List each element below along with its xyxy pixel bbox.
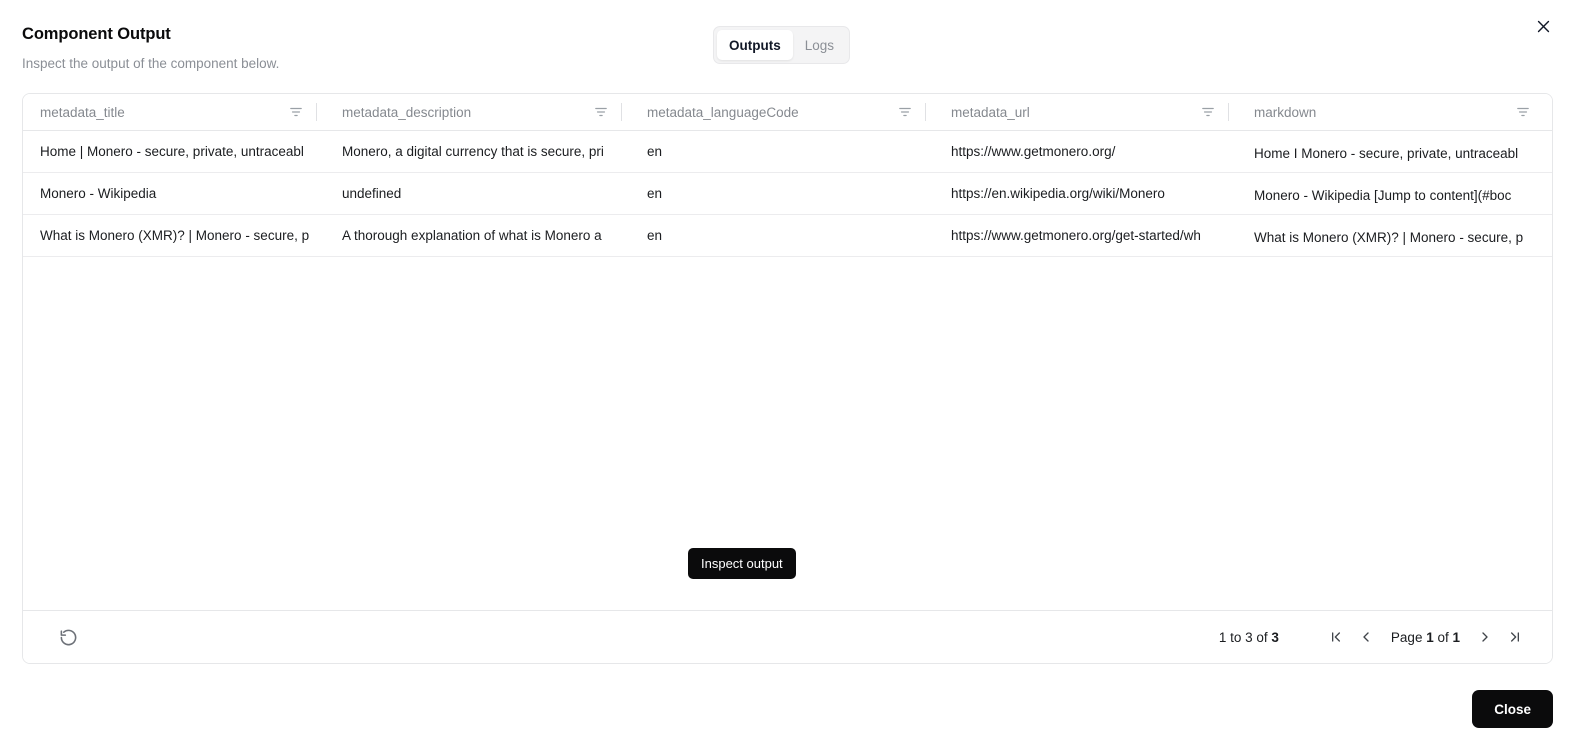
cell-metadata-url: https://www.getmonero.org/ bbox=[951, 144, 1116, 159]
cell-metadata-description: Monero, a digital currency that is secure, pri bbox=[342, 144, 604, 159]
column-header-label: metadata_url bbox=[951, 104, 1030, 120]
last-page-icon[interactable] bbox=[1500, 622, 1530, 652]
cell-metadata-description: undefined bbox=[342, 186, 402, 201]
column-header-metadata-languagecode[interactable] bbox=[630, 94, 934, 130]
column-divider bbox=[621, 103, 622, 121]
column-header-metadata-title[interactable] bbox=[23, 94, 325, 130]
filter-icon[interactable] bbox=[1201, 105, 1215, 119]
column-header-metadata-description[interactable] bbox=[325, 94, 630, 130]
cell-metadata-url: https://en.wikipedia.org/wiki/Monero bbox=[951, 186, 1165, 201]
close-icon[interactable] bbox=[1531, 14, 1555, 38]
cell-metadata-languagecode: en bbox=[647, 144, 663, 159]
tab-group bbox=[713, 26, 850, 64]
dialog-header bbox=[0, 0, 1575, 88]
page-title: Component Output bbox=[22, 25, 171, 43]
cell-markdown: Home I Monero - secure, private, untraceabl bbox=[1254, 146, 1519, 161]
tab-outputs[interactable]: Outputs bbox=[717, 30, 793, 60]
column-divider bbox=[1228, 103, 1229, 121]
next-page-icon[interactable] bbox=[1470, 622, 1500, 652]
cell-metadata-title: What is Monero (XMR)? | Monero - secure, p bbox=[40, 228, 310, 243]
cell-markdown: What is Monero (XMR)? | Monero - secure, p bbox=[1254, 230, 1524, 245]
close-button[interactable]: Close bbox=[1472, 690, 1553, 728]
table-footer bbox=[23, 610, 1552, 663]
page-subtitle: Inspect the output of the component below. bbox=[22, 56, 280, 71]
filter-icon[interactable] bbox=[898, 105, 912, 119]
table-body bbox=[23, 131, 1552, 605]
column-header-label: metadata_title bbox=[40, 104, 125, 120]
table-header-row bbox=[23, 94, 1552, 131]
filter-icon[interactable] bbox=[594, 105, 608, 119]
column-header-label: markdown bbox=[1254, 104, 1317, 120]
column-header-label: metadata_description bbox=[342, 104, 472, 120]
pagination bbox=[1219, 622, 1530, 652]
cell-metadata-title: Home | Monero - secure, private, untraceabl bbox=[40, 144, 304, 159]
table-row[interactable] bbox=[23, 173, 1552, 215]
filter-icon[interactable] bbox=[289, 105, 303, 119]
page-indicator: Page 1 of 1 bbox=[1390, 629, 1460, 645]
tab-logs[interactable]: Logs bbox=[804, 37, 835, 53]
first-page-icon[interactable] bbox=[1321, 622, 1351, 652]
column-header-markdown[interactable] bbox=[1237, 94, 1552, 130]
filter-icon[interactable] bbox=[1516, 105, 1530, 119]
table-row[interactable] bbox=[23, 131, 1552, 173]
row-count: 1 to 3 of 3 bbox=[1218, 629, 1279, 645]
table-row[interactable] bbox=[23, 215, 1552, 257]
column-divider bbox=[925, 103, 926, 121]
cell-metadata-languagecode: en bbox=[647, 186, 663, 201]
previous-page-icon[interactable] bbox=[1351, 622, 1381, 652]
column-divider bbox=[316, 103, 317, 121]
cell-markdown: Monero - Wikipedia [Jump to content](#boc bbox=[1254, 188, 1512, 203]
cell-metadata-languagecode: en bbox=[647, 228, 663, 243]
cell-metadata-title: Monero - Wikipedia bbox=[40, 186, 157, 201]
column-header-label: metadata_languageCode bbox=[647, 104, 799, 120]
refresh-icon[interactable] bbox=[57, 626, 79, 648]
cell-metadata-description: A thorough explanation of what is Monero a bbox=[342, 228, 602, 243]
cell-metadata-url: https://www.getmonero.org/get-started/wh bbox=[951, 228, 1201, 243]
tooltip: Inspect output bbox=[688, 548, 796, 579]
column-header-metadata-url[interactable] bbox=[934, 94, 1237, 130]
